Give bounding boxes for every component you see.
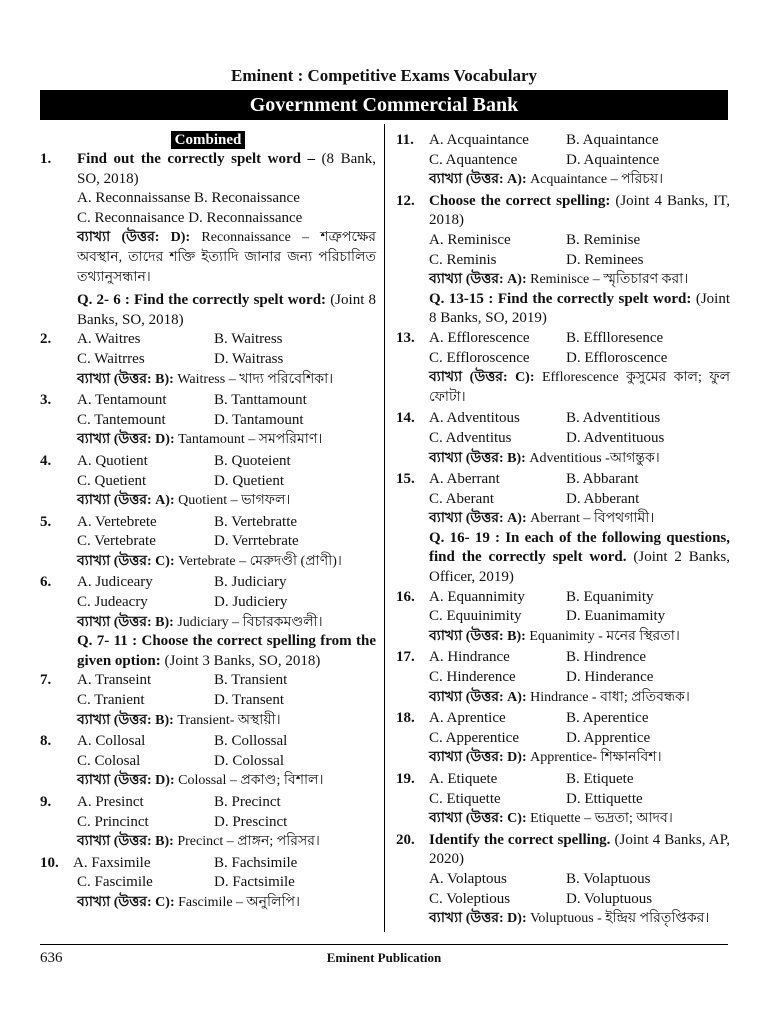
option-b: B. Collossal [214,733,288,750]
explanation: ব্যাখ্যা (উত্তর: A): Quotient – ভাগফল। [77,493,291,509]
left-column [40,131,376,913]
option-b: B. Etiquete [566,771,634,787]
question-19 [396,770,730,829]
option-line: C. Reconnaisance D. Reconnaissance [77,209,303,226]
question-18 [396,709,730,768]
option-a: A. Efflorescence [429,329,530,346]
option-b: B. Vertebratte [214,513,298,530]
question-8 [40,732,376,791]
section-heading: Q. 2- 6 : Find the correctly spelt word: (Joint 8 Banks, SO, 2018) [77,292,376,328]
question-10 [40,854,376,913]
section-heading: Q. 13-15 : Find the correctly spelt word: (Joint 8 Banks, SO, 2019) [429,290,731,327]
question-number: 16. [396,588,415,605]
option-line: A. Reconnaissanse B. Reconaissance [77,190,300,207]
question-number: 5. [40,513,52,530]
option-a: A. Reminisce [429,231,511,248]
option-d: D. Voluptuous [566,890,653,907]
option-c: C. Waitrres [77,350,145,367]
combined-label: Combined [171,131,246,149]
option-b: B. Transient [214,672,288,689]
option-b: B. Volaptuous [566,870,651,887]
question-stem: Identify the correct spelling. (Joint 4 Banks, AP, 2020) [429,831,731,868]
explanation: ব্যাখ্যা (উত্তর: B): Precinct – প্রাঙ্গন; পরিসর। [77,834,320,850]
option-a: A. Transeint [77,672,152,689]
option-b: B. Equanimity [566,588,654,605]
option-b: B. Waitress [214,331,283,348]
option-b: B. Adventitious [566,410,661,427]
explanation: ব্যাখ্যা (উত্তর: C): Fascimile – অনুলিপি। [77,894,300,910]
option-c: C. Voleptious [429,890,511,907]
option-d: D. Effloroscence [566,349,668,366]
option-c: C. Quetient [77,472,147,489]
option-d: D. Tantamount [214,411,304,428]
option-c: C. Effloroscence [429,349,530,366]
question-12 [396,192,730,290]
explanation: ব্যাখ্যা (উত্তর: B): Judiciary – বিচারকমণ্ডলী। [77,614,323,630]
question-15 [396,470,730,529]
question-number: 20. [396,831,415,848]
option-b: B. Aquaintance [566,132,659,148]
explanation: ব্যাখ্যা (উত্তর: B): Waitress – খাদ্য পরিবেশিকা। [77,371,334,387]
option-a: A. Collosal [77,733,146,750]
section-heading: Q. 7- 11 : Choose the correct spelling from the given option: (Joint 3 Banks, SO, 2018) [77,633,376,669]
question-number: 4. [40,452,52,469]
column-divider [384,124,385,932]
option-b: B. Hindrence [566,649,646,666]
option-c: C. Princinct [77,813,149,830]
option-a: A. Adventitous [429,410,520,427]
question-number: 13. [396,329,415,346]
option-a: A. Quotient [77,452,148,469]
question-number: 14. [396,410,415,427]
option-c: C. Aberant [429,490,494,507]
section-banner: Government Commercial Bank [40,90,728,120]
question-number: 12. [396,192,415,209]
question-number: 15. [396,471,415,488]
question-number: 17. [396,649,415,666]
option-c: C. Vertebrate [77,533,156,550]
option-c: C. Tantemount [77,411,166,428]
option-a: A. Aberrant [429,471,500,488]
option-c: C. Aquantence [429,151,518,168]
option-a: A. Tentamount [77,392,167,409]
option-d: D. Euanimamity [566,608,666,625]
explanation: ব্যাখ্যা (উত্তর: D): Colossal – প্রকাণ্ড; বিশাল। [77,773,324,789]
option-d: D. Aquaintence [566,151,660,168]
option-d: D. Verrtebrate [214,533,299,550]
option-d: D. Hinderance [566,669,654,686]
option-c: C. Reminis [429,251,497,268]
option-a: A. Hindrance [429,649,510,666]
explanation: ব্যাখ্যা (উত্তর: C): Vertebrate – মেরুদণ্ডী (প্রাণী)। [77,553,342,569]
page-title: Eminent : Competitive Exams Vocabulary [231,66,537,85]
question-number: 19. [396,771,415,787]
explanation: ব্যাখ্যা (উত্তর: B): Adventitious -আগন্তুক। [429,450,660,466]
option-c: C. Hinderence [429,669,516,686]
option-a: A. Judiceary [77,574,153,591]
explanation: ব্যাখ্যা (উত্তর: D): Apprentice- শিক্ষানবিশ। [429,750,662,766]
option-a: A. Acquaintance [429,132,529,148]
question-number: 3. [40,392,52,409]
explanation: ব্যাখ্যা (উত্তর: B): Transient- অস্থায়ী। [77,712,281,728]
explanation: ব্যাখ্যা (উত্তর: D): Reconnaissance – শত্রুপক্ষের অবস্থান, তাদের শক্তি ইত্যাদি জানার জন্য পরিচালিত তথ্যানুসন্ধান। [77,230,376,285]
question-17 [396,648,730,707]
option-a: A. Volaptous [429,870,507,887]
question-20 [396,831,730,929]
option-c: C. Fascimile [77,874,153,891]
question-stem: Choose the correct spelling: (Joint 4 Banks, IT, 2018) [429,192,731,229]
option-c: C. Judeacry [77,594,148,611]
section-heading: Q. 16- 19 : In each of the following questions, find the correctly spelt word. (Joint 2 Banks, Officer, 2019) [429,529,731,586]
option-a: A. Presinct [77,794,144,810]
question-1 [40,150,376,287]
option-d: D. Quetient [214,472,284,489]
question-3 [40,391,376,450]
option-b: B. Precinct [214,794,281,810]
option-d: D. Prescinct [214,813,288,830]
option-d: D. Waitrass [214,350,284,367]
option-d: D. Factsimile [214,874,295,891]
publisher-name: Eminent Publication [326,950,442,965]
option-b: B. Quoteient [214,452,291,469]
option-c: C. Etiquette [429,790,501,807]
explanation: ব্যাখ্যা (উত্তর: B): Equanimity - মনের স্থিরতা। [429,628,680,644]
option-a: A. Vertebrete [77,513,157,530]
question-4 [40,452,376,511]
option-b: B. Efflloresence [566,329,664,346]
option-a: A. Faxsimile [73,854,151,871]
option-b: B. Tanttamount [214,392,307,409]
footer-rule [40,944,728,945]
explanation: ব্যাখ্যা (উত্তর: C): Efflorescence কুসুমের কাল; ফুল ফোটা। [429,370,730,405]
question-number: 11. [396,132,414,148]
option-a: A. Equannimity [429,588,525,605]
explanation: ব্যাখ্যা (উত্তর: D): Tantamount – সমপরিমাণ। [77,432,323,448]
page-number: 636 [40,950,63,966]
option-a: A. Waitres [77,331,141,348]
question-number: 18. [396,710,415,727]
question-6 [40,573,376,632]
question-7 [40,671,376,730]
question-14 [396,409,730,468]
option-b: B. Abbarant [566,471,639,488]
option-d: D. Ettiquette [566,790,643,807]
option-c: C. Tranient [77,692,145,709]
option-b: B. Reminise [566,231,641,248]
option-d: D. Adventituous [566,429,665,446]
right-column [396,131,730,929]
question-number: 8. [40,733,52,750]
option-d: D. Reminees [566,251,644,268]
question-number: 6. [40,574,52,591]
option-d: D. Abberant [566,490,640,507]
question-13 [396,329,730,407]
question-16 [396,588,730,647]
option-b: B. Fachsimile [214,854,298,871]
option-d: D. Transent [214,692,285,709]
option-c: C. Colosal [77,752,141,769]
option-d: D. Colossal [214,752,285,769]
question-9 [40,793,376,852]
option-c: C. Adventitus [429,429,512,446]
explanation: ব্যাখ্যা (উত্তর: A): Hindrance - বাধা; প্রতিবন্ধক। [429,689,690,705]
question-number: 7. [40,672,52,689]
explanation: ব্যাখ্যা (উত্তর: A): Reminisce – স্মৃতিচারণ করা। [429,272,689,288]
option-a: A. Aprentice [429,710,506,727]
option-b: B. Judiciary [214,574,287,591]
option-d: D. Apprentice [566,729,651,746]
option-d: D. Judiciery [214,594,288,611]
question-11 [396,131,730,190]
question-number: 2. [40,331,52,348]
option-a: A. Etiquete [429,771,498,787]
question-number: 1. [40,151,52,167]
question-2 [40,330,376,389]
question-number: 9. [40,794,52,810]
option-c: C. Apperentice [429,729,519,746]
question-5 [40,513,376,572]
explanation: ব্যাখ্যা (উত্তর: C): Etiquette – ভদ্রতা; আদব। [429,811,673,827]
option-b: B. Aperentice [566,710,649,727]
question-number: 10. [40,854,59,871]
question-stem: Find out the correctly spelt word – (8 Bank, SO, 2018) [77,151,376,187]
explanation: ব্যাখ্যা (উত্তর: D): Voluptuous - ইন্দ্রিয় পরিতৃপ্তিকর। [429,911,710,927]
explanation: ব্যাখ্যা (উত্তর: A): Aberrant – বিপথগামী। [429,511,655,527]
option-c: C. Equuinimity [429,608,522,625]
explanation: ব্যাখ্যা (উত্তর: A): Acquaintance – পরিচয়। [429,172,664,188]
